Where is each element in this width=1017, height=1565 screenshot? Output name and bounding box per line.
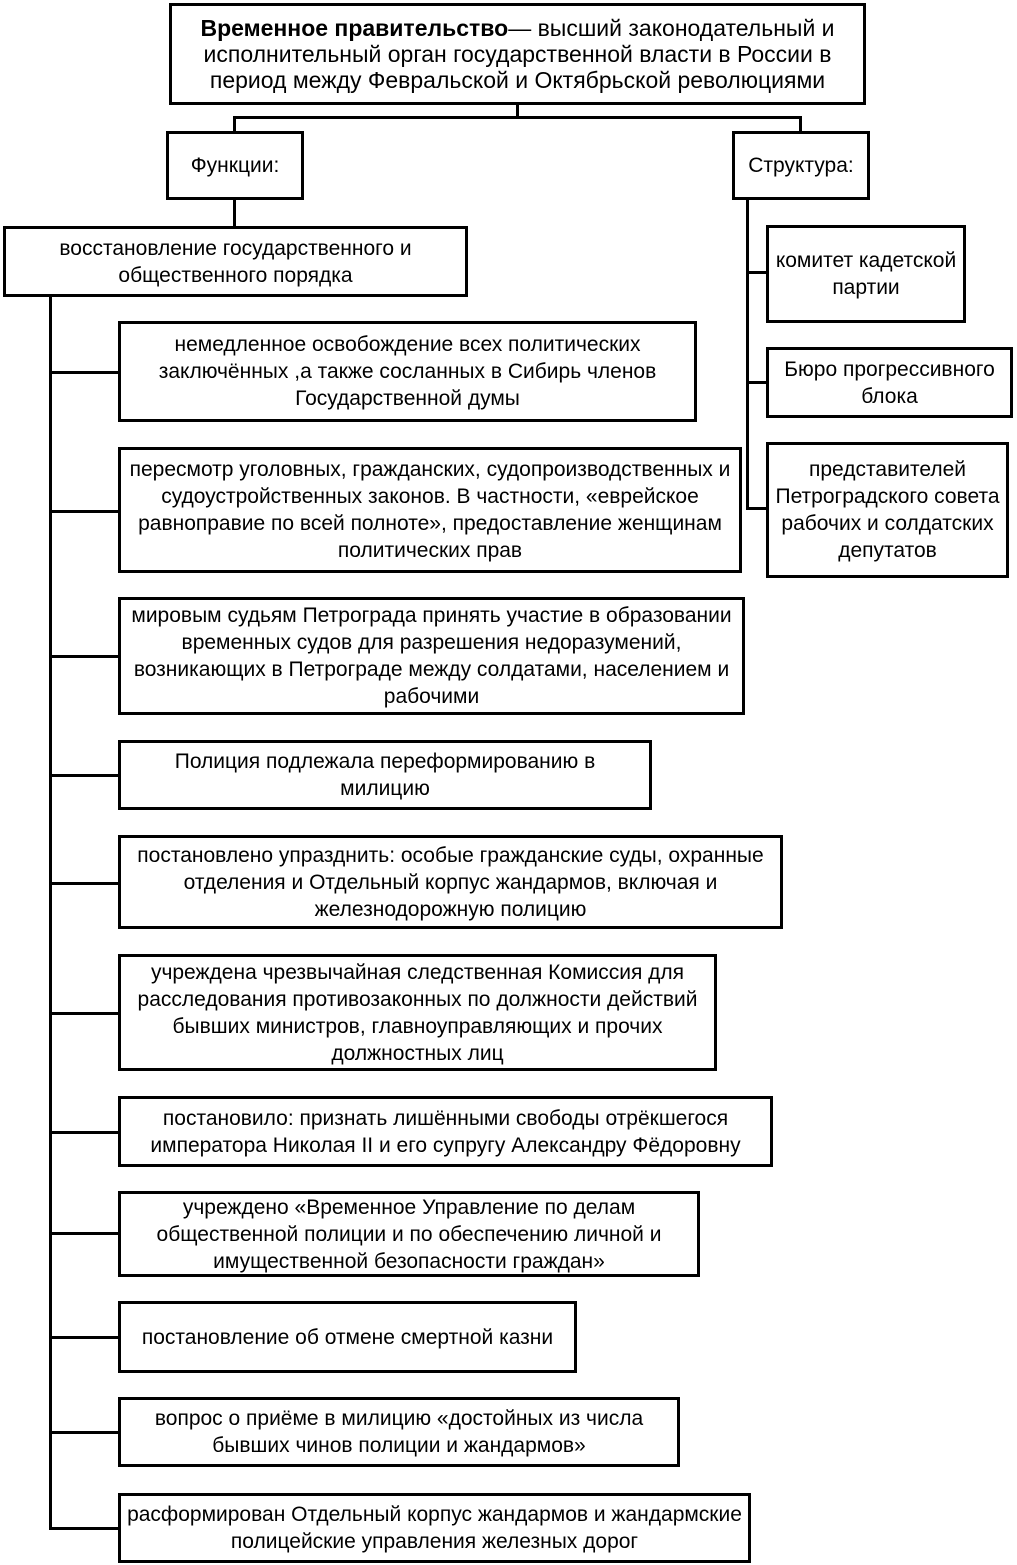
structure-branch-line — [746, 381, 768, 384]
branch-line — [49, 1012, 120, 1015]
structure-item — [766, 442, 1009, 578]
structure-item-text: Бюро прогрессивного блока — [784, 357, 995, 408]
functions-root-text: восстановление государственного и общественного порядка — [59, 236, 412, 287]
connector-top-horizontal — [233, 116, 802, 119]
function-item-text: учреждена чрезвычайная следственная Комиссия для расследования противозаконных по должности действий бывших министров, главноуправляющих и прочих должностных лиц — [137, 960, 698, 1065]
structure-branch-line — [746, 507, 768, 510]
function-item — [118, 1191, 700, 1277]
function-item — [118, 835, 783, 929]
function-item — [118, 954, 717, 1071]
branch-line — [49, 1336, 120, 1339]
branch-line — [49, 1232, 120, 1235]
branch-line — [49, 1527, 120, 1530]
functions-trunk-line — [49, 295, 52, 1530]
function-item-text: немедленное освобождение всех политических заключённых ,а также сосланных в Сибирь членов Государственной думы — [158, 333, 657, 410]
function-item-text: учреждено «Временное Управление по делам общественной полиции и по обеспечению личной и имущественной безопасности граждан» — [156, 1195, 662, 1273]
structure-header-box — [732, 131, 870, 200]
title-box — [169, 3, 866, 105]
branch-line — [49, 1131, 120, 1134]
connector-functions-down — [233, 198, 236, 228]
branch-line — [49, 882, 120, 885]
structure-item-text: представителей Петроградского совета рабочих и солдатских депутатов — [775, 458, 1000, 562]
function-item-text: вопрос о приёме в милицию «достойных из числа бывших чинов полиции и жандармов» — [154, 1407, 644, 1457]
function-item-text: мировым судьям Петрограда принять участие в образовании временных судов для разрешения недоразумений, возникающих в Петрограде между солдатами, населением и рабочими — [131, 604, 732, 708]
title-term: Временное правительство — [200, 15, 509, 41]
functions-label: Функции: — [190, 154, 280, 177]
function-item-text: постановление об отмене смертной казни — [141, 1325, 554, 1349]
function-item — [118, 1493, 751, 1563]
branch-line — [49, 371, 120, 374]
function-item — [118, 447, 742, 573]
function-item — [118, 321, 697, 422]
function-item — [118, 740, 652, 810]
structure-trunk-line — [746, 198, 749, 510]
function-item-text: Полиция подлежала переформированию в милицию — [174, 750, 596, 800]
function-item-text: постановлено упразднить: особые гражданские суды, охранные отделения и Отдельный корпус жандармов, включая и железнодорожную полицию — [137, 843, 764, 921]
title-definition: — высший законодательный и исполнительный орган государственной власти в России в период между Февральской и Октябрьской революциями — [203, 15, 835, 93]
structure-item — [766, 347, 1013, 418]
branch-line — [49, 1431, 120, 1434]
structure-branch-line — [746, 271, 768, 274]
function-item-text: пересмотр уголовных, гражданских, судопроизводственных и судоустройственных законов. В частности, «еврейское равноправие по всей полноте», предоставление женщинам политических прав — [129, 458, 731, 562]
function-item-text: постановило: признать лишёнными свободы отрёкшегося императора Николая II и его супругу Александру Фёдоровну — [150, 1106, 741, 1157]
functions-root-box — [3, 226, 468, 297]
function-item — [118, 1096, 773, 1167]
function-item — [118, 1397, 680, 1467]
branch-line — [49, 655, 120, 658]
branch-line — [49, 774, 120, 777]
branch-line — [49, 510, 120, 513]
structure-item-text: комитет кадетской партии — [775, 249, 957, 299]
structure-item — [766, 225, 966, 323]
structure-label: Структура: — [748, 154, 854, 177]
function-item-text: расформирован Отдельный корпус жандармов и жандармские полицейские управления железных дорог — [127, 1503, 742, 1553]
functions-header-box — [166, 131, 304, 200]
function-item — [118, 1301, 577, 1373]
function-item — [118, 597, 745, 715]
